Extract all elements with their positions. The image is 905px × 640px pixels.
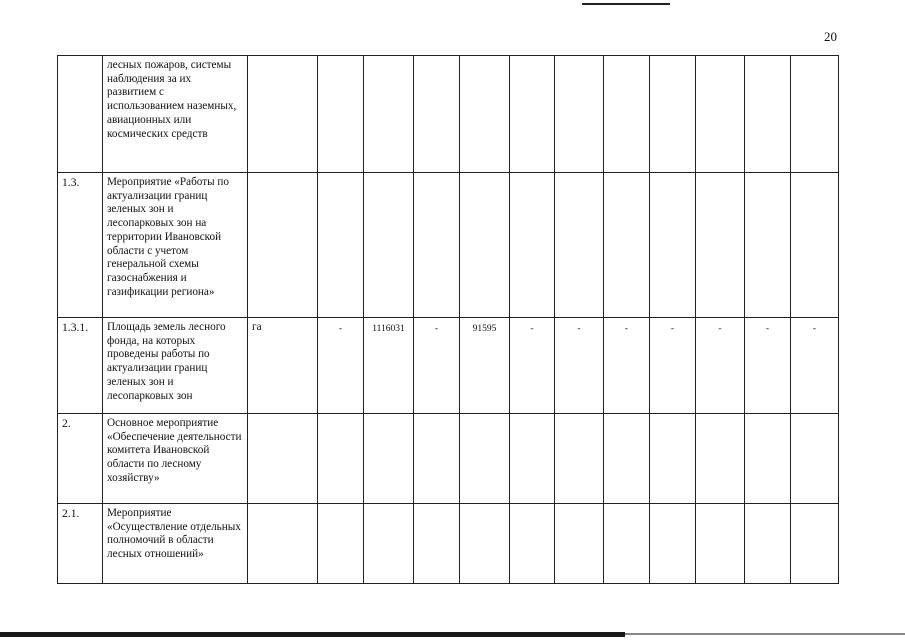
value-cell bbox=[696, 173, 745, 318]
value-cell bbox=[555, 56, 604, 173]
row-name: Площадь земель лесного фонда, на которых проведены работы по актуализации границ зеленых зон и лесопарковых зон bbox=[103, 318, 248, 414]
value-cell: 91595 bbox=[460, 318, 510, 414]
value-cell bbox=[696, 56, 745, 173]
table-row bbox=[58, 504, 839, 584]
value-cell bbox=[650, 173, 696, 318]
value-cell bbox=[745, 504, 791, 584]
row-number: 2. bbox=[58, 414, 103, 504]
value-cell: - bbox=[791, 318, 839, 414]
row-name: Мероприятие «Осуществление отдельных полномочий в области лесных отношений» bbox=[103, 504, 248, 584]
value-cell bbox=[318, 173, 364, 318]
row-number: 2.1. bbox=[58, 504, 103, 584]
row-name: Мероприятие «Работы по актуализации границ зеленых зон и лесопарковых зон на территории Ивановской области с учетом генеральной схемы газоснабжения и газификации региона» bbox=[103, 173, 248, 318]
value-cell bbox=[414, 414, 460, 504]
value-cell bbox=[791, 414, 839, 504]
value-cell bbox=[364, 56, 414, 173]
value-cell bbox=[318, 504, 364, 584]
value-cell bbox=[696, 504, 745, 584]
value-cell bbox=[745, 414, 791, 504]
value-cell bbox=[510, 173, 555, 318]
value-cell bbox=[510, 56, 555, 173]
value-cell bbox=[414, 173, 460, 318]
scan-edge-bar bbox=[0, 632, 625, 637]
row-unit bbox=[248, 414, 318, 504]
value-cell bbox=[510, 504, 555, 584]
value-cell: - bbox=[510, 318, 555, 414]
value-cell: - bbox=[604, 318, 650, 414]
table-row bbox=[58, 173, 839, 318]
value-cell bbox=[364, 173, 414, 318]
table-row bbox=[58, 414, 839, 504]
row-number: 1.3. bbox=[58, 173, 103, 318]
value-cell bbox=[745, 173, 791, 318]
value-cell bbox=[650, 414, 696, 504]
value-cell bbox=[460, 414, 510, 504]
value-cell bbox=[318, 414, 364, 504]
row-name: лесных пожаров, системы наблюдения за их развитием с использованием наземных, авиационных или космических средств bbox=[103, 56, 248, 173]
value-cell: - bbox=[650, 318, 696, 414]
value-cell bbox=[791, 173, 839, 318]
row-unit bbox=[248, 173, 318, 318]
value-cell bbox=[555, 504, 604, 584]
value-cell bbox=[555, 173, 604, 318]
value-cell bbox=[318, 56, 364, 173]
value-cell bbox=[604, 504, 650, 584]
value-cell: - bbox=[696, 318, 745, 414]
value-cell: 1116031 bbox=[364, 318, 414, 414]
value-cell bbox=[745, 56, 791, 173]
value-cell bbox=[696, 414, 745, 504]
table-row bbox=[58, 318, 839, 414]
value-cell bbox=[414, 504, 460, 584]
value-cell bbox=[791, 504, 839, 584]
row-name: Основное мероприятие «Обеспечение деятельности комитета Ивановской области по лесному хозяйству» bbox=[103, 414, 248, 504]
table-row bbox=[58, 56, 839, 173]
row-number bbox=[58, 56, 103, 173]
value-cell bbox=[650, 504, 696, 584]
value-cell bbox=[791, 56, 839, 173]
value-cell bbox=[414, 56, 460, 173]
value-cell bbox=[364, 504, 414, 584]
row-unit: га bbox=[248, 318, 318, 414]
value-cell: - bbox=[318, 318, 364, 414]
value-cell bbox=[510, 414, 555, 504]
row-unit bbox=[248, 504, 318, 584]
header-rule bbox=[582, 3, 670, 5]
value-cell bbox=[650, 56, 696, 173]
value-cell bbox=[460, 56, 510, 173]
row-unit bbox=[248, 56, 318, 173]
value-cell bbox=[604, 56, 650, 173]
value-cell bbox=[604, 414, 650, 504]
row-number: 1.3.1. bbox=[58, 318, 103, 414]
value-cell bbox=[555, 414, 604, 504]
value-cell: - bbox=[555, 318, 604, 414]
page-number: 20 bbox=[824, 29, 837, 44]
value-cell bbox=[460, 173, 510, 318]
value-cell: - bbox=[414, 318, 460, 414]
value-cell bbox=[460, 504, 510, 584]
indicators-table bbox=[57, 55, 839, 584]
scan-edge-bar bbox=[625, 633, 905, 635]
value-cell bbox=[364, 414, 414, 504]
value-cell bbox=[604, 173, 650, 318]
value-cell: - bbox=[745, 318, 791, 414]
